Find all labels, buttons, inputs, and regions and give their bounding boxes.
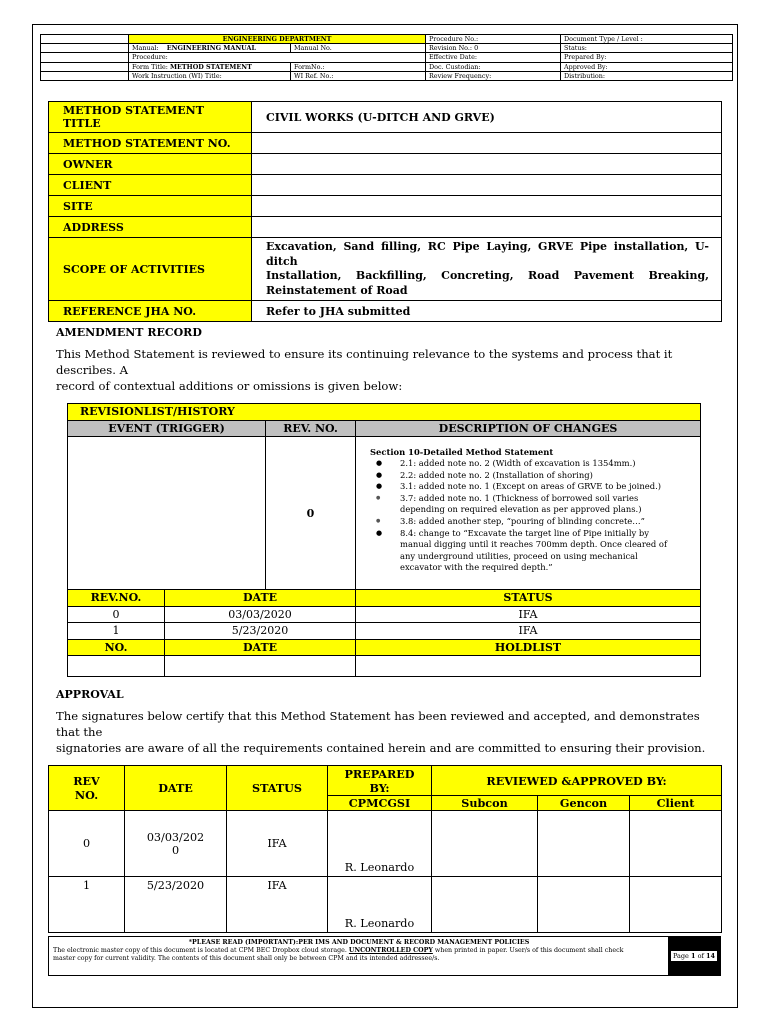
bullet-icon: ● <box>376 459 383 467</box>
scope-line-3: Reinstatement of Road <box>266 283 408 297</box>
col-gencon: Gencon <box>538 796 630 811</box>
amendment-line-2: record of contextual additions or omissions is given below: <box>56 379 403 393</box>
wi-title: Work Instruction (WI) Title: <box>129 71 291 80</box>
ms-no-value <box>252 133 722 154</box>
uncontrolled-copy: UNCONTROLLED COPY <box>348 947 433 954</box>
changes-list <box>370 458 696 574</box>
appr-prepared: R. Leonardo <box>328 811 432 877</box>
address-value <box>252 217 722 238</box>
amendment-text <box>56 346 712 394</box>
appr-gencon <box>538 811 630 877</box>
title-value: CIVIL WORKS (U-DITCH AND GRVE) <box>252 102 722 133</box>
document-type: Document Type / Level : <box>561 35 733 44</box>
appr-client <box>630 877 722 933</box>
sub-date-header: DATE <box>165 590 356 607</box>
scope-line-1: Excavation, Sand filling, RC Pipe Laying, GRVE Pipe installation, U-ditch <box>266 240 709 268</box>
approved-by-label: Approved By: <box>561 62 733 71</box>
col-rev-no: REV. NO. <box>266 420 356 437</box>
hold-date-header: DATE <box>165 639 356 656</box>
change-item: ● 3.8: added another step, “pouring of blinding concrete…” <box>376 515 645 526</box>
client-value <box>252 175 722 196</box>
amendment-line-1: This Method Statement is reviewed to ensure its continuing relevance to the systems and process that it describes. A <box>56 347 673 377</box>
holdlist-header: HOLDLIST <box>356 639 701 656</box>
department-title: ENGINEERING DEPARTMENT <box>129 35 426 44</box>
procedure-no: Procedure No.: <box>426 35 561 44</box>
table-row <box>49 877 722 933</box>
row-status: IFA <box>356 623 701 640</box>
hold-no-header: NO. <box>68 639 165 656</box>
wi-ref: WI Ref. No.: <box>291 71 426 80</box>
appr-gencon <box>538 877 630 933</box>
col-subcon: Subcon <box>432 796 538 811</box>
bullet-icon: ● <box>376 494 381 501</box>
scope-label: SCOPE OF ACTIVITIES <box>49 238 252 301</box>
form-no: FormNo.: <box>291 62 426 71</box>
rev-value: 0 <box>266 437 356 590</box>
footer-line-1: The electronic master copy of this document is located at CPM BEC Dropbox cloud storage. UNCONTROLLED COPY when printed in paper. User/s of this document shall check <box>53 947 624 954</box>
change-item: ● 2.2: added note no. 2 (Installation of shoring) <box>376 469 593 480</box>
desc-heading: Section 10-Detailed Method Statement <box>370 447 554 457</box>
appr-subcon <box>432 877 538 933</box>
appr-prepared: R. Leonardo <box>328 877 432 933</box>
document-footer <box>48 936 721 976</box>
appr-rev: 0 <box>49 811 125 877</box>
scope-line-2: Installation, Backfilling, Concreting, Road Pavement Breaking, <box>266 269 709 282</box>
manual-cell: Manual: ENGINEERING MANUAL <box>129 44 291 53</box>
distribution-label: Distribution: <box>561 71 733 80</box>
owner-value <box>252 154 722 175</box>
prepared-by-label: Prepared By: <box>561 53 733 62</box>
description-cell <box>356 437 701 590</box>
table-row <box>49 811 722 877</box>
row-rev: 0 <box>68 606 165 623</box>
hold-date-cell <box>165 656 356 677</box>
revision-no: Revision No.: 0 <box>426 44 561 53</box>
row-rev: 1 <box>68 623 165 640</box>
address-label: ADDRESS <box>49 217 252 238</box>
footer-line-2: master copy for current validity. The contents of this document shall only be between CPM and its intended addressee/s. <box>53 955 440 962</box>
col-rev: REV NO. <box>49 766 125 811</box>
appr-client <box>630 811 722 877</box>
bullet-icon: ● <box>376 482 383 491</box>
change-item: ● 3.1: added note no. 1 (Except on areas of GRVE to be joined.) <box>376 481 661 492</box>
owner-label: OWNER <box>49 154 252 175</box>
scope-value <box>252 238 722 301</box>
sub-rev-header: REV.NO. <box>68 590 165 607</box>
client-label: CLIENT <box>49 175 252 196</box>
table-row <box>68 623 701 640</box>
appr-date: 03/03/202 0 <box>125 811 227 877</box>
bullet-icon: ● <box>376 528 383 537</box>
revision-history-table <box>67 403 701 677</box>
footer-title: *PLEASE READ (IMPORTANT):PER IMS AND DOCUMENT & RECORD MANAGEMENT POLICIES <box>188 939 530 946</box>
footer-text <box>53 939 665 963</box>
sub-status-header: STATUS <box>356 590 701 607</box>
effective-date: Effective Date: <box>426 53 561 62</box>
manual-no: Manual No. <box>291 44 426 53</box>
procedure-label: Procedure: <box>129 53 426 62</box>
status-label: Status: <box>561 44 733 53</box>
ms-no-label: METHOD STATEMENT NO. <box>49 133 252 154</box>
hold-no-cell <box>68 656 165 677</box>
col-event: EVENT (TRIGGER) <box>68 420 266 437</box>
col-client: Client <box>630 796 722 811</box>
change-item: ● 8.4: change to “Excavate the target line of Pipe initially by manual digging until it reaches 700mm depth. Once cleared of any underground utilities, proceed on using mechanical excavator with the required depth.” <box>376 527 668 573</box>
appr-date: 5/23/2020 <box>125 877 227 933</box>
form-title-cell: Form Title: METHOD STATEMENT <box>129 62 291 71</box>
approval-text <box>56 708 712 756</box>
page-number: Page 1 of 14 <box>672 952 716 960</box>
appr-rev: 1 <box>49 877 125 933</box>
col-description: DESCRIPTION OF CHANGES <box>356 420 701 437</box>
site-value <box>252 196 722 217</box>
col-cpmcgsi: CPMCGSI <box>328 796 432 811</box>
appr-status: IFA <box>227 811 328 877</box>
title-label: METHOD STATEMENT TITLE <box>49 102 252 133</box>
site-label: SITE <box>49 196 252 217</box>
method-statement-info <box>48 101 722 322</box>
change-item: ● 2.1: added note no. 2 (Width of excavation is 1354mm.) <box>376 458 636 468</box>
change-item: ● 3.7: added note no. 1 (Thickness of borrowed soil varies depending on required elevation as per approved plans.) <box>376 492 642 515</box>
holdlist-cell <box>356 656 701 677</box>
review-frequency: Review Frequency: <box>426 71 561 80</box>
document-header <box>40 34 733 81</box>
approval-heading: APPROVAL <box>56 688 124 701</box>
bullet-icon: ● <box>376 470 383 479</box>
jha-value: Refer to JHA submitted <box>252 301 722 322</box>
row-date: 03/03/2020 <box>165 606 356 623</box>
col-date: DATE <box>125 766 227 811</box>
revision-title: REVISIONLIST/HISTORY <box>68 404 701 421</box>
row-status: IFA <box>356 606 701 623</box>
bullet-icon: ● <box>376 517 381 524</box>
col-status: STATUS <box>227 766 328 811</box>
page-number-box <box>668 937 720 975</box>
amendment-heading: AMENDMENT RECORD <box>56 326 202 339</box>
doc-custodian: Doc. Custodian: <box>426 62 561 71</box>
col-reviewed-approved: REVIEWED &APPROVED BY: <box>432 766 722 796</box>
event-cell <box>68 437 266 590</box>
appr-subcon <box>432 811 538 877</box>
table-row <box>68 606 701 623</box>
col-prepared: PREPARED BY: <box>328 766 432 796</box>
appr-status: IFA <box>227 877 328 933</box>
approval-line-1: The signatures below certify that this Method Statement has been reviewed and accepted, and demonstrates that the <box>56 709 700 739</box>
row-date: 5/23/2020 <box>165 623 356 640</box>
approval-line-2: signatories are aware of all the requirements contained herein and are committed to ensuring their provision. <box>56 741 706 755</box>
approval-table <box>48 765 722 933</box>
jha-label: REFERENCE JHA NO. <box>49 301 252 322</box>
